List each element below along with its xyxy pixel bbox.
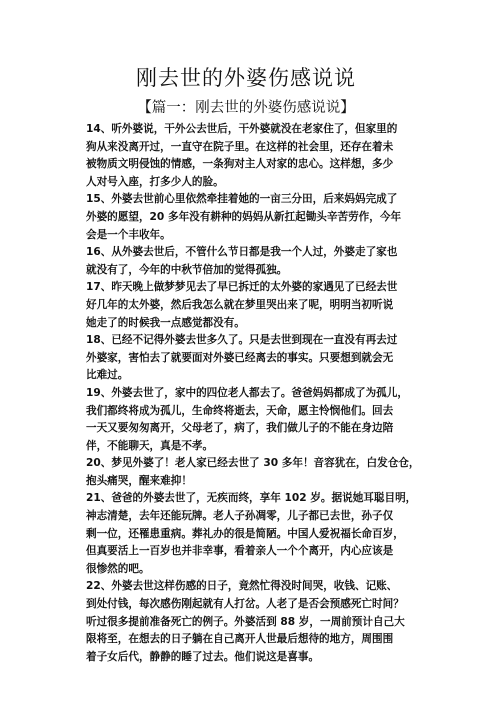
text-line: 19、外婆去世了，家中的四位老人都去了。爸爸妈妈都成了为孤儿， — [86, 386, 408, 399]
text-line: 14、听外婆说，干外公去世后，干外婆就没在老家住了，但家里的 — [86, 123, 398, 135]
text-line: 22、外婆去世这样伤感的日子，竟然忙得没时间哭，收钱、记账、 — [86, 580, 398, 593]
text-line: 16、从外婆去世后，不管什么节日都是我一个人过，外婆走了家也 — [86, 246, 398, 259]
text-line: 限将至，在想去的日子躺在自己离开人世最后想待的地方，周围围 — [86, 633, 394, 646]
body-paragraph — [86, 121, 462, 666]
text-line: 我们都终将成为孤儿，生命终将逝去，天命，愿主怜悯他们。回去 — [86, 404, 394, 417]
text-line: 听过很多提前准备死亡的例子。外婆活到 88 岁，一周前预计自己大 — [86, 615, 405, 628]
text-line: 她走了的时候我一点感觉都没有。 — [86, 316, 245, 329]
text-line: 会是一个丰收年。 — [86, 228, 171, 241]
text-line: 20、梦见外婆了！老人家已经去世了 30 多年！音容犹在，白发仓仓， — [86, 457, 420, 470]
text-line: 比难过。 — [86, 369, 129, 382]
text-line: 伴，不能聊天，真是不孝。 — [86, 439, 214, 452]
text-line: 外婆家，害怕去了就要面对外婆已经离去的事实。只要想到就会无 — [86, 351, 394, 364]
text-line: 着子女后代，静静的睡了过去。他们说这是喜事。 — [86, 650, 320, 663]
text-line: 抱头痛哭，醒来难抑！ — [86, 474, 192, 487]
text-line: 被物质文明侵蚀的情感，一条狗对主人对家的忠心。这样想，多少 — [86, 158, 394, 171]
text-line: 到处付钱，每次感伤刚起就有人打岔。人老了是否会预感死亡时间？ — [86, 598, 404, 611]
text-line: 剩一位，还罹患重病。葬礼办的很是简陋。中国人爱祝福长命百岁， — [86, 527, 404, 540]
text-line: 很惨然的吧。 — [86, 562, 150, 575]
text-line: 好几年的太外婆，然后我怎么就在梦里哭出来了呢，明明当初听说 — [86, 298, 394, 311]
text-line: 17、昨天晚上做梦梦见去了早已拆迁的太外婆的家遇见了已经去世 — [86, 281, 398, 294]
document-body — [86, 121, 462, 666]
text-line: 21、爸爸的外婆去世了，无疾而终，享年 102 岁。据说她耳聪目明， — [86, 492, 417, 505]
text-line: 就没有了，今年的中秋节倍加的觉得孤独。 — [86, 263, 288, 276]
text-line: 但真要活上一百岁也并非幸事，看着亲人一个个离开，内心应该是 — [86, 545, 394, 558]
text-line: 狗从来没离开过，一直守在院子里。在这样的社会里，还存在着未 — [86, 140, 394, 153]
text-line: 外婆的愿望，20 多年没有耕种的妈妈从新扛起锄头辛苦劳作，今年 — [86, 210, 402, 223]
text-line: 一天又要匆匆离开，父母老了，病了，我们做儿子的不能在身边陪 — [86, 422, 394, 435]
text-line: 18、已经不记得外婆去世多久了。只是去世到现在一直没有再去过 — [86, 334, 398, 347]
text-line: 15、外婆去世前心里依然牵挂着她的一亩三分田，后来妈妈完成了 — [86, 193, 398, 206]
text-line: 人对号入座，打多少人的脸。 — [86, 175, 224, 188]
document-title: 刚去世的外婆伤感说说 — [136, 66, 356, 90]
document-subtitle: 【篇一：刚去世的外婆伤感说说】 — [137, 100, 355, 116]
text-line: 神志清楚，去年还能玩牌。老人子孙凋零，儿子都已去世，孙子仅 — [86, 510, 394, 523]
